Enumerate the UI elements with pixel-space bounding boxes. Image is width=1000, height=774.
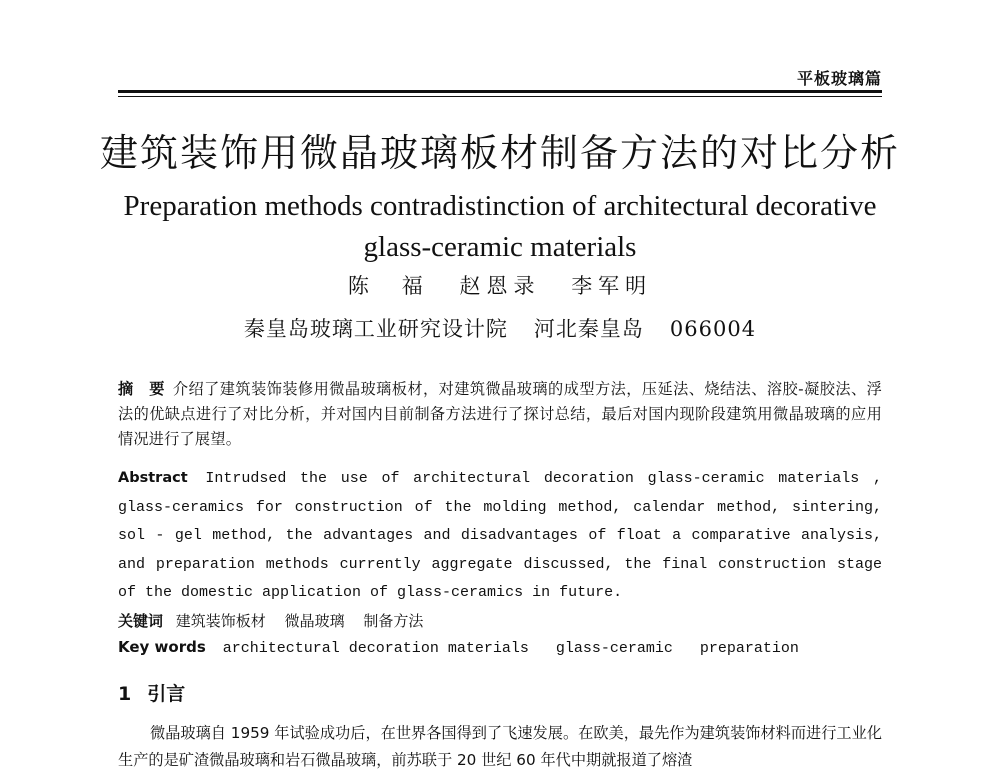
keywords-english	[118, 638, 882, 657]
header-rule-thick	[118, 90, 882, 93]
header-rule-thin	[118, 96, 882, 97]
keywords-chinese-label: 关键词	[118, 612, 164, 630]
abstract-english	[118, 464, 882, 608]
affiliation-location: 河北秦皇岛	[533, 317, 644, 341]
affiliation-institute: 秦皇岛玻璃工业研究设计院	[243, 317, 508, 341]
keywords-english-label: Key words	[118, 638, 206, 656]
abstract-chinese	[118, 377, 882, 452]
author-name: 李军明	[571, 274, 653, 298]
affiliation-postcode: 066004	[669, 317, 757, 341]
section-title: 引言	[147, 683, 186, 705]
author-list	[0, 270, 1000, 300]
keyword: 制备方法	[363, 612, 424, 630]
keyword: glass-ceramic	[555, 640, 673, 657]
keywords-chinese	[118, 610, 882, 631]
title-english-line-2: glass-ceramic materials	[363, 231, 637, 263]
section-heading-introduction	[118, 679, 185, 706]
keyword: preparation	[699, 640, 799, 657]
title-chinese: 建筑装饰用微晶玻璃板材制备方法的对比分析	[99, 131, 900, 175]
title-english-line-1: Preparation methods contradistinction of architectural decorative	[123, 190, 877, 222]
abstract-english-label: Abstract	[118, 470, 188, 486]
abstract-english-text: Intrudsed the use of architectural decoration glass-ceramic materials , glass-ceramics for construction of the molding method, calendar method, sintering, sol - gel method, the advantages and disadvantages of float a comparative analysis, and preparation methods currently aggregate discussed, the final construction stage of the domestic application of glass-ceramics in future.	[118, 470, 882, 601]
author-name: 陈 福	[347, 274, 429, 298]
abstract-chinese-text: 介绍了建筑装饰装修用微晶玻璃板材，对建筑微晶玻璃的成型方法，压延法、烧结法、溶胶-凝胶法、浮法的优缺点进行了对比分析，并对国内目前制备方法进行了探讨总结，最后对国内现阶段建筑用微晶玻璃的应用情况进行了展望。	[118, 380, 882, 448]
keyword: 建筑装饰板材	[175, 612, 266, 630]
author-name: 赵恩录	[459, 274, 541, 298]
keyword: 微晶玻璃	[284, 612, 345, 630]
abstract-chinese-label: 摘 要	[118, 380, 165, 398]
introduction-paragraph: 微晶玻璃自 1959 年试验成功后，在世界各国得到了飞速发展。在欧美，最先作为建筑装饰材料而进行工业化生产的是矿渣微晶玻璃和岩石微晶玻璃，前苏联于 20 世纪 60 年代中期就报道了熔渣	[118, 724, 882, 769]
running-header: 平板玻璃篇	[796, 69, 882, 88]
title-english	[100, 186, 900, 268]
section-number: 1	[118, 683, 132, 705]
keyword: architectural decoration materials	[222, 640, 529, 657]
affiliation	[0, 313, 1000, 343]
